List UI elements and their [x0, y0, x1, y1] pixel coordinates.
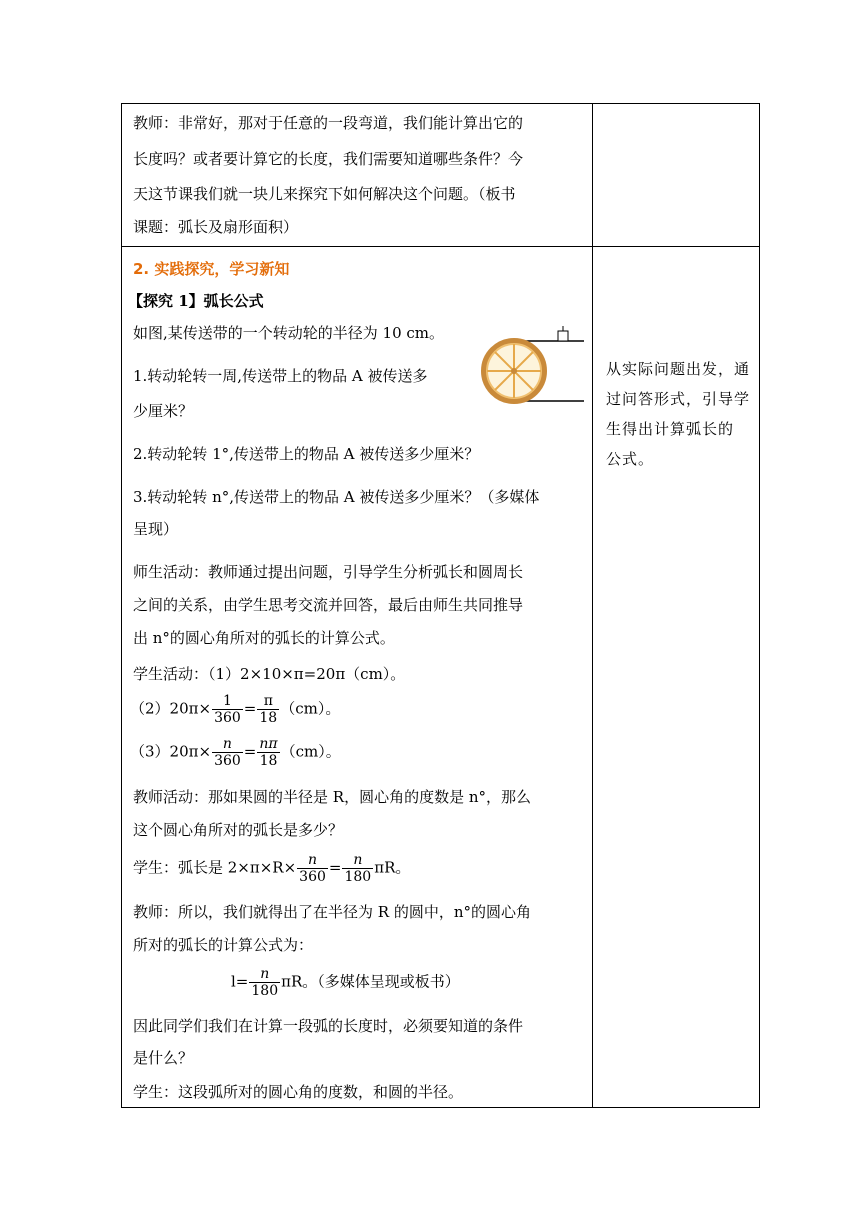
row1-line-1: 教师：非常好，那对于任意的一段弯道，我们能计算出它的 [133, 114, 524, 132]
section-title: 2. 实践探究，学习新知 [133, 260, 290, 278]
side-note-line-3: 生得出计算弧长的 [606, 420, 735, 438]
side-note-line-2: 过问答形式，引导学 [606, 390, 751, 408]
eq2-f2-num: π [257, 693, 279, 710]
eq3-fraction-2 [257, 736, 279, 769]
formula-fraction [249, 966, 280, 999]
formula-suffix: πR。（多媒体呈现或板书） [281, 972, 460, 991]
explore-title: 【探究 1】弧长公式 [128, 292, 264, 310]
teacher-activity-line-1: 教师活动：那如果圆的半径是 R，圆心角的度数是 n°，那么 [133, 788, 531, 806]
lesson-table [121, 103, 760, 1108]
eq2-fraction-1 [212, 693, 243, 726]
eq3-f1-den: 360 [214, 753, 241, 769]
question-3-line-2: 呈现） [133, 520, 179, 538]
question-3-line-1: 3.转动轮转 n°,传送带上的物品 A 被传送多少厘米？（多媒体 [133, 488, 540, 506]
teacher-line-2: 所对的弧长的计算公式为： [133, 936, 314, 954]
eq3-f2-den: 18 [259, 753, 278, 769]
eq2-f2-den: 18 [259, 710, 278, 726]
eq2-prefix: （2）20π× [130, 699, 212, 718]
question-line-2: 是什么？ [133, 1049, 194, 1067]
eq2-f1-num: 1 [212, 693, 243, 710]
side-note-line-4: 公式。 [606, 450, 655, 468]
stu2-suffix: πR。 [374, 858, 411, 877]
row1-line-4: 课题：弧长及扇形面积） [133, 218, 299, 236]
stu2-fraction-1 [297, 852, 328, 885]
teacher-line-1: 教师：所以，我们就得出了在半径为 R 的圆中，n°的圆心角 [133, 903, 531, 921]
stu2-f1-den: 360 [299, 869, 326, 885]
student-activity-1: 学生活动：（1）2×10×π=20π（cm）。 [133, 665, 406, 683]
eq2-suffix: （cm）。 [280, 699, 341, 718]
activity-line-2: 之间的关系，由学生思考交流并回答，最后由师生共同推导 [133, 596, 524, 614]
conveyor-wheel-figure [478, 320, 586, 404]
eq3-fraction-1 [212, 736, 243, 769]
equation-2: （2）20π× $\frac{1}{360}$ = $\frac{\pi}{18}$ （cm）。 [130, 693, 341, 726]
question-1-line-1: 1.转动轮转一周,传送带上的物品 A 被传送多 [133, 367, 428, 385]
row1-line-3: 天这节课我们就一块儿来探究下如何解决这个问题。（板书 [133, 185, 516, 203]
eq3-prefix: （3）20π× [130, 742, 212, 761]
side-note-line-1: 从实际问题出发，通 [606, 360, 751, 378]
stu2-f2-den: 180 [344, 869, 372, 885]
intro-paragraph: 如图,某传送带的一个转动轮的半径为 10 cm。 [133, 324, 445, 342]
formula-prefix: l= [231, 972, 249, 991]
stu2-fraction-2 [342, 852, 373, 885]
activity-line-1: 师生活动：教师通过提出问题，引导学生分析弧长和圆周长 [133, 563, 524, 581]
stu2-prefix: 学生：弧长是 2×π×R× [133, 858, 297, 877]
row-divider [122, 246, 759, 247]
formula-num: n [249, 966, 280, 983]
student-answer-3: 学生：这段弧所对的圆心角的度数，和圆的半径。 [133, 1083, 464, 1101]
arc-length-formula [231, 966, 460, 999]
teacher-activity-line-2: 这个圆心角所对的弧长是多少？ [133, 821, 344, 839]
stu2-f2-num: n [342, 852, 373, 869]
eq3-suffix: （cm）。 [280, 742, 341, 761]
design-intent-note [606, 354, 756, 474]
eq3-f1-num: n [212, 736, 243, 753]
activity-line-3: 出 n°的圆心角所对的弧长的计算公式。 [133, 629, 395, 647]
question-2: 2.转动轮转 1°,传送带上的物品 A 被传送多少厘米？ [133, 445, 480, 463]
eq2-f1-den: 360 [214, 710, 241, 726]
question-line-1: 因此同学们我们在计算一段弧的长度时，必须要知道的条件 [133, 1017, 524, 1035]
formula-den: 180 [251, 983, 279, 999]
student-answer-2: 学生：弧长是 2×π×R× $\frac{n}{360}$ = $\frac{n}{180}$ πR。 [133, 852, 411, 885]
question-1-line-2: 少厘米？ [133, 402, 194, 420]
equation-3: （3）20π× $\frac{n}{360}$ = $\frac{n\pi}{18}$ （cm）。 [130, 736, 341, 769]
row1-line-2: 长度吗？或者要计算它的长度，我们需要知道哪些条件？今 [133, 150, 524, 168]
column-divider [592, 104, 593, 1107]
stu2-f1-num: n [297, 852, 328, 869]
eq3-f2-num: nπ [259, 736, 278, 752]
eq2-fraction-2 [257, 693, 279, 726]
